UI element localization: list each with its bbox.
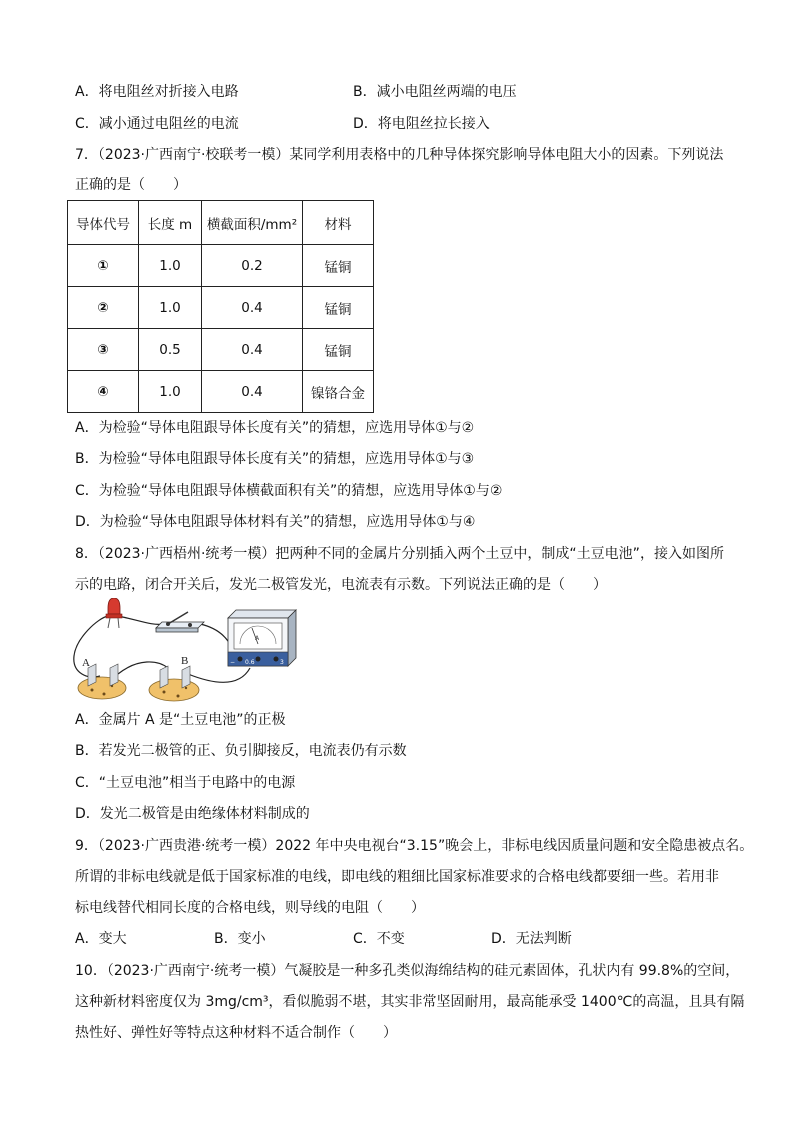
q9-option-d: D．无法判断 — [491, 931, 572, 947]
table-header-material: 材料 — [303, 201, 374, 245]
table-cell-code: ④ — [68, 371, 139, 413]
q9-option-a: A．变大 — [75, 931, 127, 947]
q10-stem-line3: 热性好、弹性好等特点这种材料不适合制作（ ） — [75, 1025, 397, 1041]
q9-stem-line2: 所谓的非标电线就是低于国家标准的电线，即电线的粗细比国家标准要求的合格电线都要细一些。若用非 — [75, 869, 719, 885]
q8-stem-line2: 示的电路，闭合开关后，发光二极管发光，电流表有示数。下列说法正确的是（ ） — [75, 577, 607, 593]
table-row — [68, 245, 374, 287]
table-cell-material: 锰铜 — [303, 329, 374, 371]
q10-stem-line2: 这种新材料密度仅为 3mg/cm³，看似脆弱不堪，其实非常坚固耐用，最高能承受 1400℃的高温，且具有隔 — [75, 994, 745, 1010]
q9-stem-line1: 9．（2023·广西贵港·统考一模）2022 年中央电视台“3.15”晚会上，非标电线因质量问题和安全隐患被点名。 — [75, 838, 754, 854]
table-cell-material: 锰铜 — [303, 245, 374, 287]
table-cell-length: 0.5 — [139, 329, 202, 371]
table-cell-area: 0.4 — [202, 287, 303, 329]
switch-icon — [156, 612, 204, 632]
table-cell-code: ① — [68, 245, 139, 287]
meter-tick-3: 3 — [280, 659, 284, 666]
q10-stem-line1: 10．（2023·广西南宁·统考一模）气凝胶是一种多孔类似海绵结构的硅元素固体，孔状内有 99.8%的空间， — [75, 963, 740, 979]
potato-right-icon — [149, 666, 199, 701]
table-cell-material: 锰铜 — [303, 287, 374, 329]
table-row — [68, 371, 374, 413]
table-cell-area: 0.4 — [202, 371, 303, 413]
table-header-length: 长度 m — [139, 201, 202, 245]
q9-option-b: B．变小 — [214, 931, 266, 947]
table-header-area: 横截面积/mm² — [202, 201, 303, 245]
table-cell-code: ③ — [68, 329, 139, 371]
ammeter-icon — [228, 610, 296, 666]
q8-stem-line1: 8．（2023·广西梧州·统考一模）把两种不同的金属片分别插入两个土豆中，制成“土豆电池”，接入如图所 — [75, 546, 724, 562]
q8-option-c: C．“土豆电池”相当于电路中的电源 — [75, 775, 296, 791]
table-cell-material: 镍铬合金 — [303, 371, 374, 413]
table-row — [68, 287, 374, 329]
q6-option-b: B．减小电阻丝两端的电压 — [353, 84, 517, 100]
q9-option-c: C．不变 — [353, 931, 405, 947]
q7-option-a: A．为检验“导体电阻跟导体长度有关”的猜想，应选用导体①与② — [75, 420, 475, 436]
table-header-code: 导体代号 — [68, 201, 139, 245]
figure-label-b: B — [181, 655, 189, 667]
q8-option-b: B．若发光二极管的正、负引脚接反，电流表仍有示数 — [75, 743, 407, 759]
q7-stem-line1: 7．（2023·广西南宁·校联考一模）某同学利用表格中的几种导体探究影响导体电阻大小的因素。下列说法 — [75, 147, 724, 163]
potato-battery-circuit-figure — [68, 598, 308, 704]
q6-option-a: A．将电阻丝对折接入电路 — [75, 84, 239, 100]
q8-option-a: A．金属片 A 是“土豆电池”的正极 — [75, 712, 286, 728]
table-cell-code: ② — [68, 287, 139, 329]
table-cell-length: 1.0 — [139, 287, 202, 329]
q7-conductor-table — [67, 200, 374, 413]
table-cell-area: 0.2 — [202, 245, 303, 287]
table-row — [68, 329, 374, 371]
table-cell-length: 1.0 — [139, 245, 202, 287]
meter-tick-06: 0.6 — [245, 659, 255, 666]
table-cell-area: 0.4 — [202, 329, 303, 371]
q7-option-b: B．为检验“导体电阻跟导体长度有关”的猜想，应选用导体①与③ — [75, 451, 475, 467]
q7-option-c: C．为检验“导体电阻跟导体横截面积有关”的猜想，应选用导体①与② — [75, 483, 503, 499]
meter-tick-minus: − — [230, 659, 236, 666]
q9-stem-line3: 标电线替代相同长度的合格电线，则导线的电阻（ ） — [75, 900, 425, 916]
q6-option-d: D．将电阻丝拉长接入 — [353, 116, 490, 132]
q8-option-d: D．发光二极管是由绝缘体材料制成的 — [75, 806, 310, 822]
q7-stem-line2: 正确的是（ ） — [75, 177, 187, 193]
potato-left-icon — [78, 664, 126, 699]
led-icon — [106, 598, 122, 628]
table-cell-length: 1.0 — [139, 371, 202, 413]
q7-option-d: D．为检验“导体电阻跟导体材料有关”的猜想，应选用导体①与④ — [75, 514, 476, 530]
figure-label-a: A — [82, 657, 90, 669]
q6-option-c: C．减小通过电阻丝的电流 — [75, 116, 239, 132]
svg-text:A: A — [255, 635, 260, 642]
